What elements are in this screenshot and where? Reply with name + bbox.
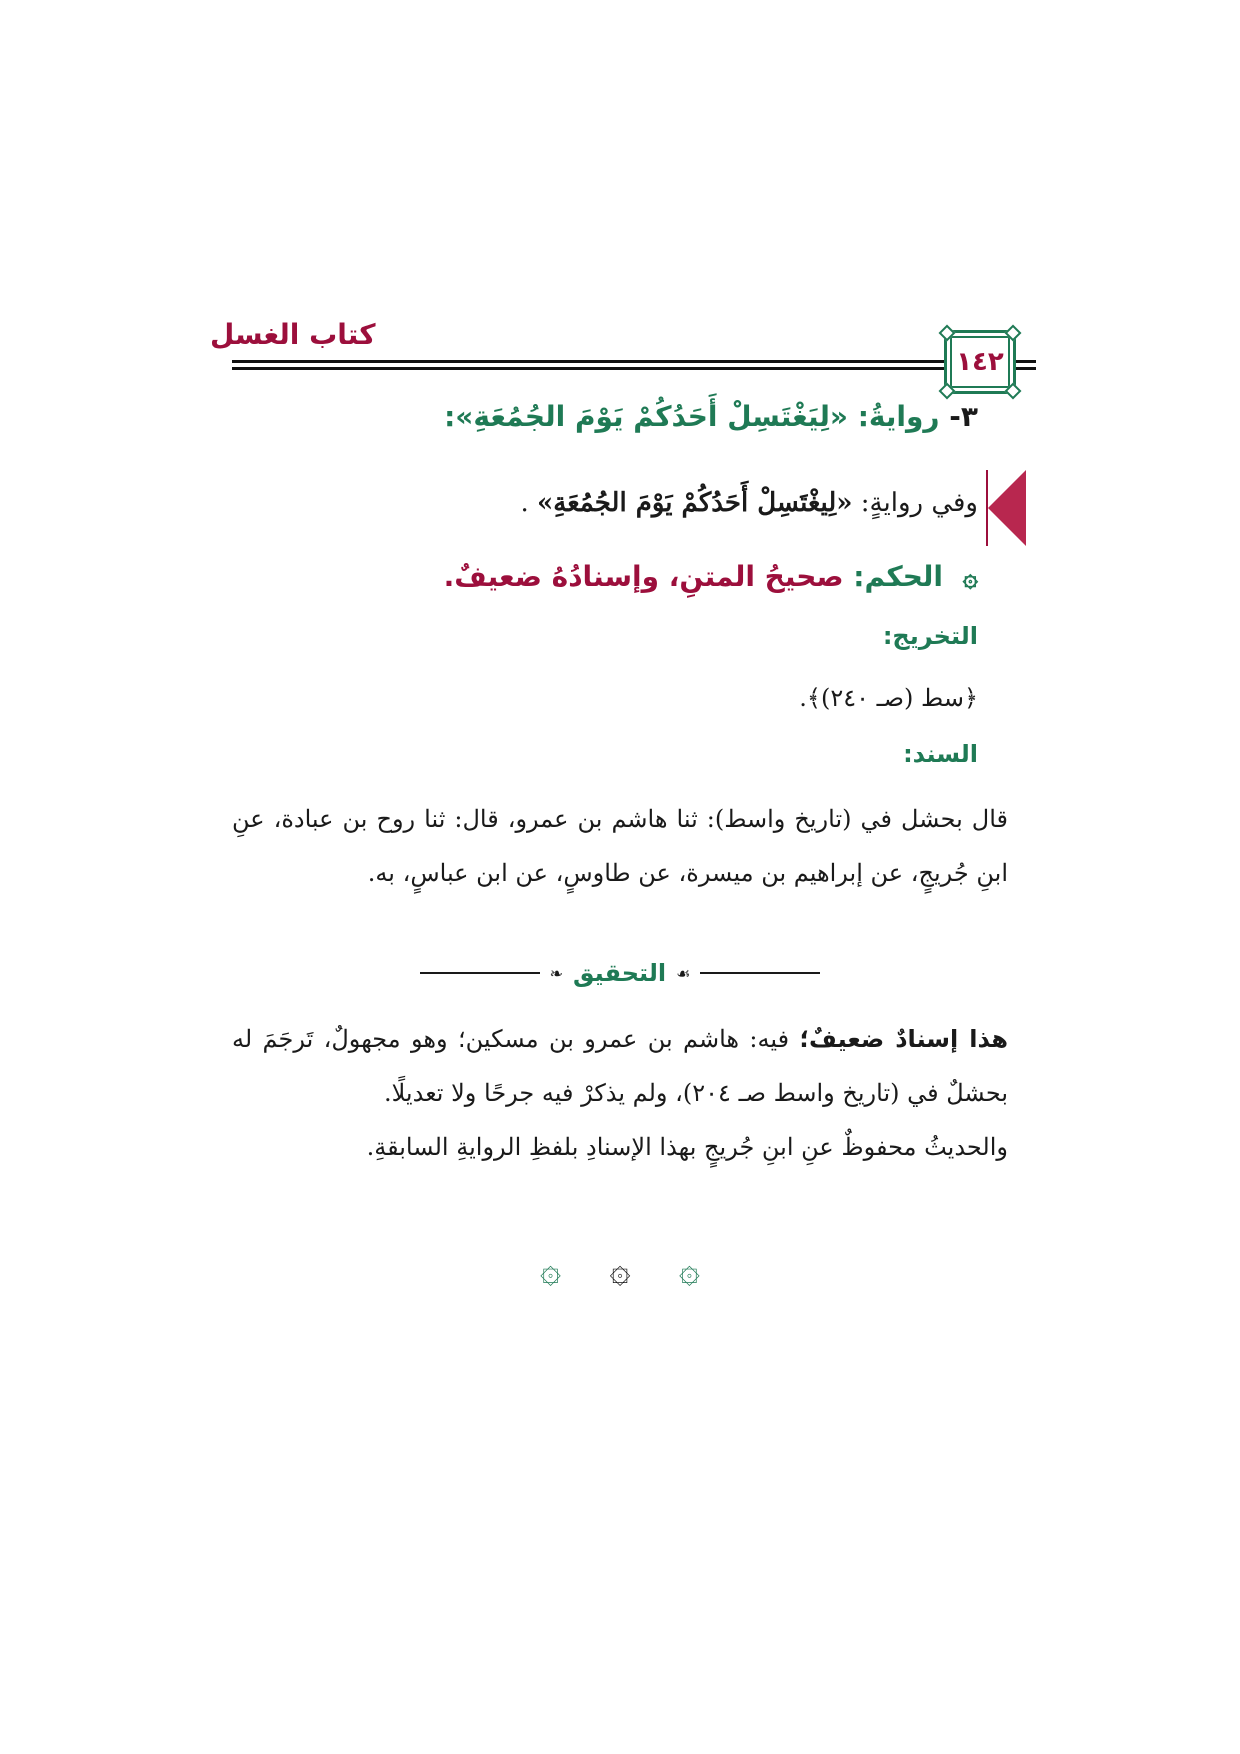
ruling-line xyxy=(444,560,978,593)
divider-line xyxy=(700,972,820,974)
tahqiq-paragraph xyxy=(232,1012,1008,1120)
frame-corner-ornament xyxy=(1005,383,1022,400)
star-ornament-icon: ۞ xyxy=(540,1250,562,1291)
tahqiq-lead: هذا إسنادٌ ضعيفٌ؛ xyxy=(799,1025,1009,1053)
frame-corner-ornament xyxy=(1005,325,1022,342)
divider-line xyxy=(420,972,540,974)
variant-line xyxy=(520,488,978,518)
takhrij-label: التخريج: xyxy=(882,622,978,650)
tahqiq-divider xyxy=(420,958,820,988)
bookmark-ribbon-icon xyxy=(988,470,1026,546)
frame-corner-ornament xyxy=(939,325,956,342)
page-number-frame xyxy=(944,330,1016,394)
tahqiq-text: فيه: هاشم بن عمرو بن مسكين؛ وهو مجهولٌ، تَرجَمَ له بحشلٌ في (تاريخ واسط صـ ٢٠٤)، ولم يذكرْ فيه جرحًا ولا تعديلًا. xyxy=(232,1025,1008,1107)
header-rule-bottom xyxy=(232,367,1004,370)
header-rule-right-bottom xyxy=(1014,367,1036,370)
sanad-paragraph: قال بحشل في (تاريخ واسط): ثنا هاشم بن عمرو، قال: ثنا روح بن عبادة، عنِ ابنِ جُريجٍ، عن إبراهيم بن ميسرة، عن طاوسٍ، عن ابن عباسٍ، به. xyxy=(232,805,1008,887)
entry-heading xyxy=(444,400,978,433)
frame-corner-ornament xyxy=(939,383,956,400)
header-rule-top xyxy=(232,360,1004,363)
takhrij-source: ﴿سط (صـ ٢٤٠)﴾. xyxy=(799,684,978,712)
closing-paragraph: والحديثُ محفوظٌ عنِ ابنِ جُريجٍ بهذا الإسنادِ بلفظِ الروايةِ السابقةِ. xyxy=(366,1133,1008,1161)
header-rule-right-top xyxy=(1014,360,1036,363)
tahqiq-label: التحقيق xyxy=(573,959,667,987)
variant-suffix: . xyxy=(520,488,529,518)
sanad-label: السند: xyxy=(903,740,978,768)
variant-quote: «لِيغْتَسِلْ أَحَدُكُمْ يَوْمَ الجُمُعَةِ» xyxy=(537,488,853,518)
star-ornament-icon: ۞ xyxy=(962,563,978,593)
ruling-text: صحيحُ المتنِ، وإسنادُهُ ضعيفٌ. xyxy=(443,560,844,593)
book-title: كتاب الغسل xyxy=(210,318,376,351)
variant-prefix: وفي روايةٍ: xyxy=(860,488,978,518)
swirl-ornament-icon: ❧ xyxy=(549,963,564,983)
page-number: ١٤٢ xyxy=(956,347,1004,377)
star-ornament-icon: ۞ xyxy=(609,1250,631,1291)
entry-number: ٣- xyxy=(949,400,978,433)
ruling-label: الحكم: xyxy=(853,560,944,593)
swirl-ornament-icon: ☙ xyxy=(676,963,691,983)
star-ornament-icon: ۞ xyxy=(678,1250,700,1291)
entry-title: روايةُ: «لِيَغْتَسِلْ أَحَدُكُمْ يَوْمَ الجُمُعَةِ»: xyxy=(444,400,940,433)
section-end-ornaments xyxy=(540,1250,700,1291)
